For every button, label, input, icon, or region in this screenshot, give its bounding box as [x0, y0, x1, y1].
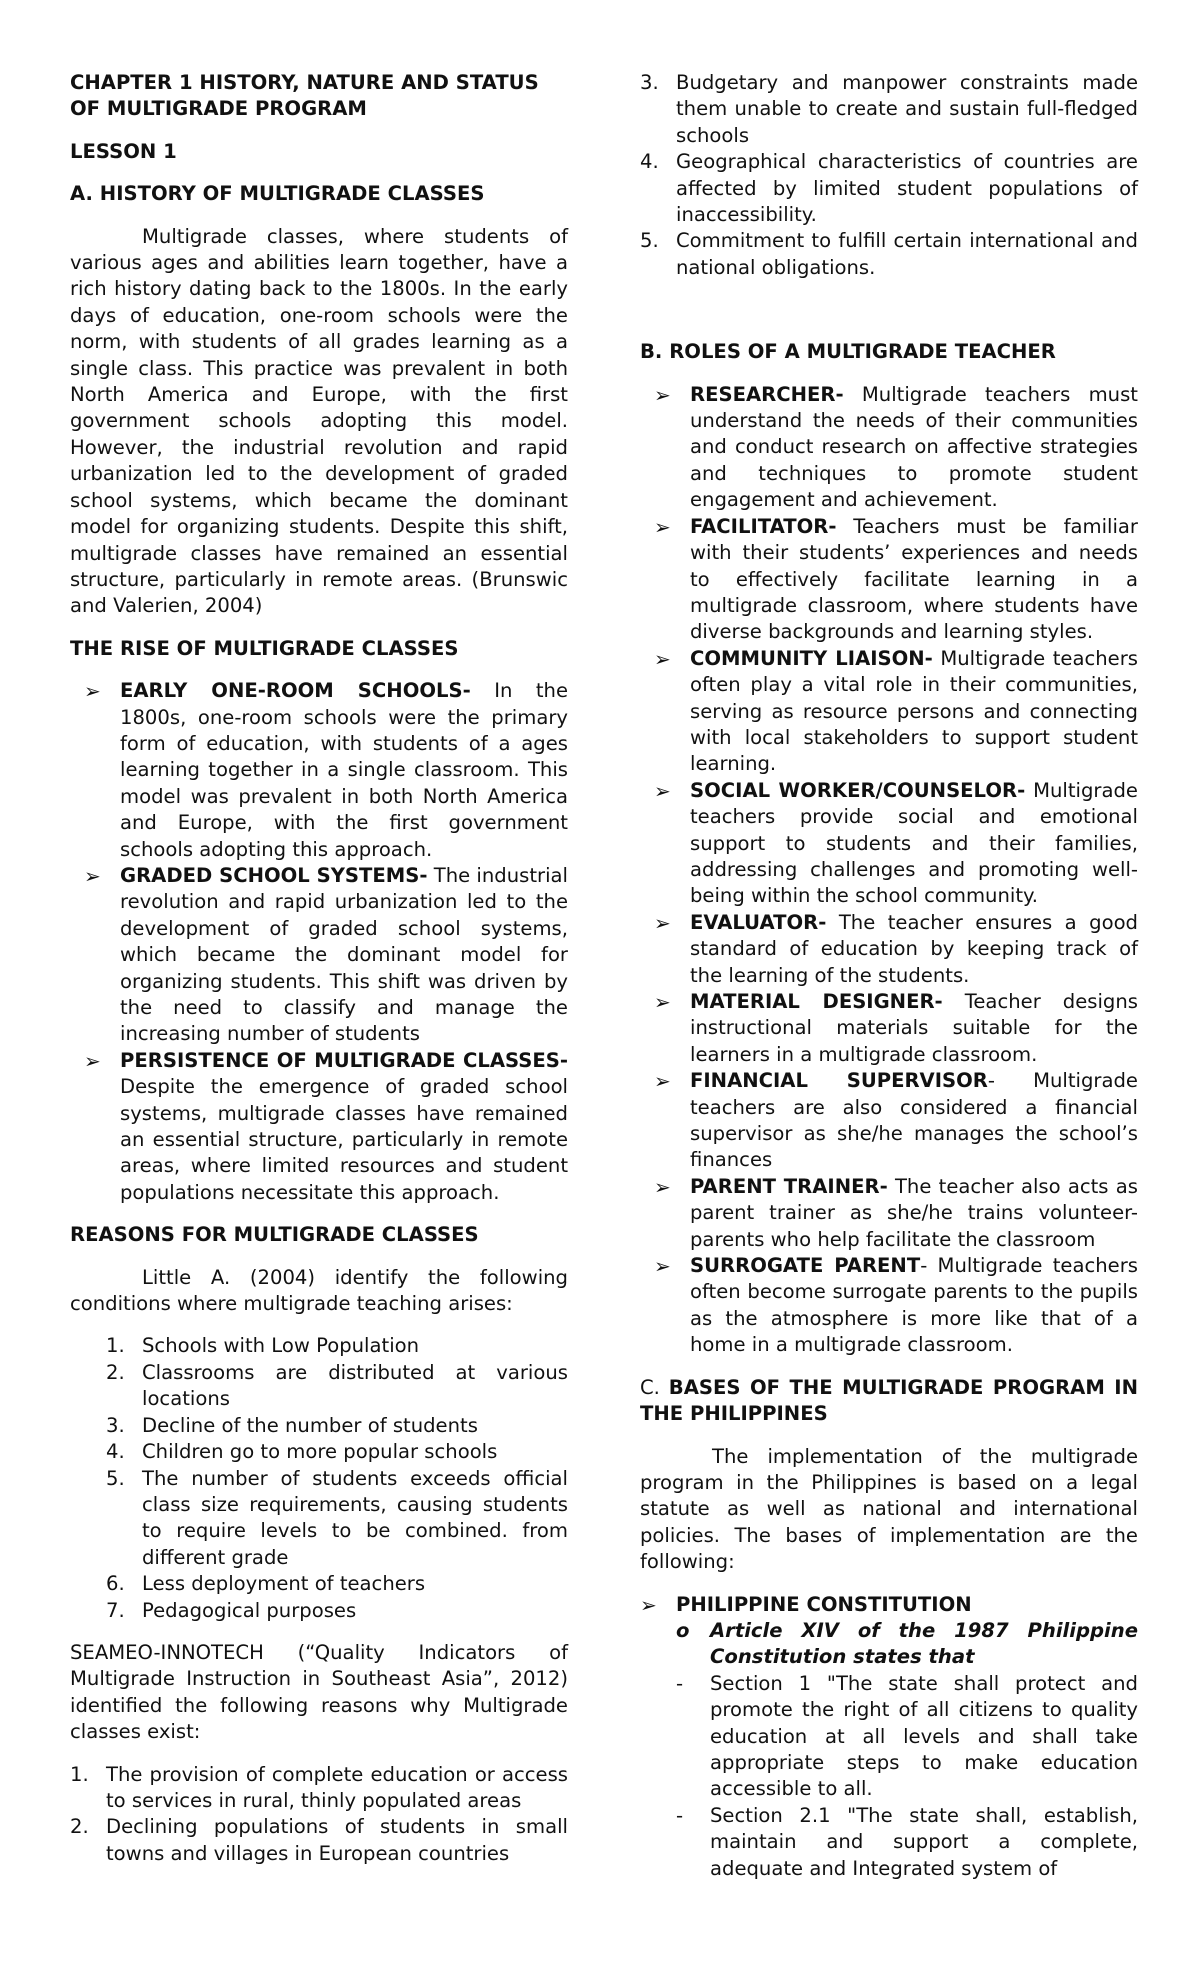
list-item — [640, 778, 1138, 910]
item-number: 2. — [106, 1360, 125, 1384]
arrow-bullet-icon: ➢ — [654, 778, 671, 803]
list-item — [640, 1068, 1138, 1174]
list-item — [70, 863, 568, 1048]
list-item — [640, 1803, 1138, 1882]
item-term: MATERIAL DESIGNER- — [690, 990, 943, 1013]
item-number: 1. — [106, 1334, 125, 1358]
item-text: Classrooms are distributed at various locations — [142, 1360, 568, 1411]
list-item — [640, 70, 1138, 149]
item-number: 4. — [106, 1440, 125, 1464]
list-item — [640, 1174, 1138, 1253]
constitution-heading: PHILIPPINE CONSTITUTION — [676, 1592, 972, 1616]
dash-bullet: - — [676, 1803, 684, 1827]
item-number: 2. — [70, 1815, 89, 1839]
item-text: Multigrade teachers provide social and emotional support to students and their families, addressing challenges and promoting well-being within the school community. — [690, 778, 1138, 908]
item-number: 4. — [640, 150, 659, 174]
item-text: Teacher designs instructional materials suitable for the learners in a multigrade classroom. — [690, 990, 1138, 1066]
arrow-bullet-icon: ➢ — [640, 1592, 657, 1617]
section-a-paragraph: Multigrade classes, where students of various ages and abilities learn together, have a rich history dating back to the 1800s. In the early days of education, one-room schools were the norm, with students of all grades learning as a single class. This practice was prevalent in both North America and Europe, with the first government schools adopting this model. However, the industrial revolution and rapid urbanization led to the development of graded school systems, which became the dominant model for organizing students. Despite this shift, multigrade classes have remained an essential structure, particularly in remote areas. (Brunswic and Valerien, 2004) — [70, 224, 568, 618]
list-item — [70, 1762, 568, 1815]
item-number: 3. — [106, 1413, 125, 1437]
item-text: Geographical characteristics of countries are affected by limited student populations of inaccessibility. — [676, 150, 1138, 227]
item-text: Section 2.1 "The state shall, establish, maintain and support a complete, adequate and Integrated system of — [710, 1803, 1138, 1880]
list-item — [70, 1466, 568, 1572]
list-item — [640, 382, 1138, 514]
arrow-bullet-icon: ➢ — [654, 1254, 671, 1279]
item-text: Multigrade teachers often play a vital role in their communities, serving as resource persons and connecting with local stakeholders to support student learning. — [690, 646, 1138, 776]
sections-list — [640, 1671, 1138, 1882]
list-item — [70, 1360, 568, 1413]
item-text: In the 1800s, one-room schools were the primary form of education, with students of a ages learning together in a single classroom. This model was prevalent in both North America and Europe, with the first government schools adopting this approach. — [120, 679, 568, 861]
item-term: COMMUNITY LIAISON- — [690, 646, 933, 670]
list-item — [640, 1253, 1138, 1359]
item-text: The industrial revolution and rapid urbanization led to the development of graded school systems, which became the dominant model for organizing students. This shift was driven by the need to classify and manage the increasing number of students — [120, 863, 568, 1046]
item-text: Multigrade teachers must understand the needs of their communities and conduct research on affective strategies and techniques to promote student engagement and achievement. — [690, 382, 1138, 512]
item-text: Declining populations of students in small towns and villages in European countries — [106, 1815, 568, 1865]
section-a-heading: A. HISTORY OF MULTIGRADE CLASSES — [70, 182, 485, 206]
reasons-heading: REASONS FOR MULTIGRADE CLASSES — [70, 1223, 479, 1247]
item-text: The number of students exceeds official class size requirements, causing students to require levels to be combined. from different grade — [142, 1466, 568, 1569]
chapter-title: CHAPTER 1 HISTORY, NATURE AND STATUS OF MULTIGRADE PROGRAM — [70, 71, 539, 121]
rise-heading: THE RISE OF MULTIGRADE CLASSES — [70, 636, 459, 660]
arrow-bullet-icon: ➢ — [84, 1048, 101, 1073]
list-item — [70, 1413, 568, 1439]
arrow-bullet-icon: ➢ — [654, 1174, 671, 1199]
seameo-list — [70, 1762, 568, 1868]
item-text: The provision of complete education or access to services in rural, thinly populated areas — [106, 1762, 568, 1812]
left-column — [70, 70, 568, 1867]
item-number: 7. — [106, 1598, 125, 1622]
list-item — [70, 1439, 568, 1465]
reasons-intro: Little A. (2004) identify the following conditions where multigrade teaching arises: — [70, 1265, 568, 1316]
dash-bullet: - — [676, 1671, 684, 1695]
list-item — [70, 1598, 568, 1624]
item-text: Pedagogical purposes — [142, 1598, 357, 1622]
list-item — [640, 989, 1138, 1068]
item-term: EVALUATOR- — [690, 910, 827, 934]
article-item — [640, 1618, 1138, 1671]
list-item — [70, 678, 568, 863]
list-item — [640, 910, 1138, 989]
item-text: Despite the emergence of graded school systems, multigrade classes have remained an essential structure, particularly in remote areas, where limited resources and student populations necessitate this approach. — [120, 1075, 568, 1204]
list-item — [70, 1814, 568, 1867]
item-number: 6. — [106, 1572, 125, 1596]
arrow-bullet-icon: ➢ — [654, 514, 671, 539]
item-number: 5. — [640, 229, 659, 253]
list-item — [640, 514, 1138, 646]
right-column — [640, 70, 1138, 1882]
item-text: Teachers must be familiar with their students’ experiences and needs to effectively facilitate learning in a multigrade classroom, where students have diverse backgrounds and learning styles. — [690, 514, 1138, 644]
list-item — [70, 1048, 568, 1206]
list-item — [70, 1333, 568, 1359]
list-item — [70, 1571, 568, 1597]
seameo-paragraph: SEAMEO-INNOTECH (“Quality Indicators of Multigrade Instruction in Southeast Asia”, 2012) identified the following reasons why Multigrade classes exist: — [70, 1640, 568, 1744]
item-text: Commitment to fulfill certain international and national obligations. — [676, 229, 1138, 279]
arrow-bullet-icon: ➢ — [84, 863, 101, 888]
section-c-prefix: C. — [640, 1375, 669, 1399]
item-term: PARENT TRAINER- — [690, 1174, 888, 1198]
list-item — [640, 1592, 1138, 1618]
arrow-bullet-icon: ➢ — [654, 382, 671, 407]
item-term: SURROGATE PARENT — [690, 1254, 921, 1278]
reasons-list — [70, 1333, 568, 1623]
arrow-bullet-icon: ➢ — [84, 679, 101, 704]
list-item — [640, 228, 1138, 281]
section-c-heading — [640, 1375, 1138, 1428]
arrow-bullet-icon: ➢ — [654, 910, 671, 935]
section-c-paragraph: The implementation of the multigrade program in the Philippines is based on a legal statute as well as national and international policies. The bases of implementation are the following: — [640, 1444, 1138, 1574]
item-text: Budgetary and manpower constraints made them unable to create and sustain full-fledged schools — [676, 71, 1138, 147]
lesson-label: LESSON 1 — [70, 139, 177, 163]
item-term: EARLY ONE-ROOM SCHOOLS- — [120, 679, 471, 703]
item-term: RESEARCHER- — [690, 382, 844, 406]
arrow-bullet-icon: ➢ — [654, 990, 671, 1014]
arrow-bullet-icon: ➢ — [654, 1069, 671, 1094]
item-term: FINANCIAL SUPERVISOR — [690, 1069, 988, 1093]
item-term: FACILITATOR- — [690, 514, 837, 538]
rise-list — [70, 678, 568, 1206]
arrow-bullet-icon: ➢ — [654, 646, 671, 671]
item-text: Section 1 "The state shall protect and promote the right of all citizens to quality education at all levels and shall take appropriate steps to make education accessible to all. — [710, 1671, 1138, 1801]
item-text: The teacher ensures a good standard of education by keeping track of the learning of the students. — [690, 910, 1138, 987]
list-item — [640, 1671, 1138, 1803]
item-number: 3. — [640, 71, 659, 94]
item-text: Children go to more popular schools — [142, 1440, 498, 1464]
circle-bullet-icon: o — [676, 1618, 690, 1642]
constitution-list — [640, 1592, 1138, 1618]
item-term: PERSISTENCE OF MULTIGRADE CLASSES- — [120, 1048, 568, 1072]
list-item — [640, 646, 1138, 778]
item-number: 1. — [70, 1762, 89, 1786]
item-text: Decline of the number of students — [142, 1413, 478, 1437]
item-text: - Multigrade teachers are also considered a financial supervisor as she/he manages the school’s finances — [690, 1069, 1138, 1172]
item-text: - Multigrade teachers often become surrogate parents to the pupils as the atmosphere is more like that of a home in a multigrade classroom. — [690, 1254, 1138, 1357]
seameo-list-continued — [640, 70, 1138, 281]
item-text: Less deployment of teachers — [142, 1572, 426, 1596]
item-text: Schools with Low Population — [142, 1334, 420, 1358]
article-text: Article XIV of the 1987 Philippine Constitution states that — [710, 1618, 1138, 1669]
item-text: The teacher also acts as parent trainer as she/he trains volunteer-parents who help facilitate the classroom — [690, 1174, 1138, 1251]
item-term: GRADED SCHOOL SYSTEMS- — [120, 863, 428, 887]
roles-list — [640, 382, 1138, 1359]
item-term: SOCIAL WORKER/COUNSELOR- — [690, 778, 1026, 802]
list-item — [640, 149, 1138, 228]
section-c-title: BASES OF THE MULTIGRADE PROGRAM IN THE PHILIPPINES — [640, 1375, 1138, 1426]
item-number: 5. — [106, 1466, 125, 1490]
section-b-heading: B. ROLES OF A MULTIGRADE TEACHER — [640, 340, 1056, 364]
